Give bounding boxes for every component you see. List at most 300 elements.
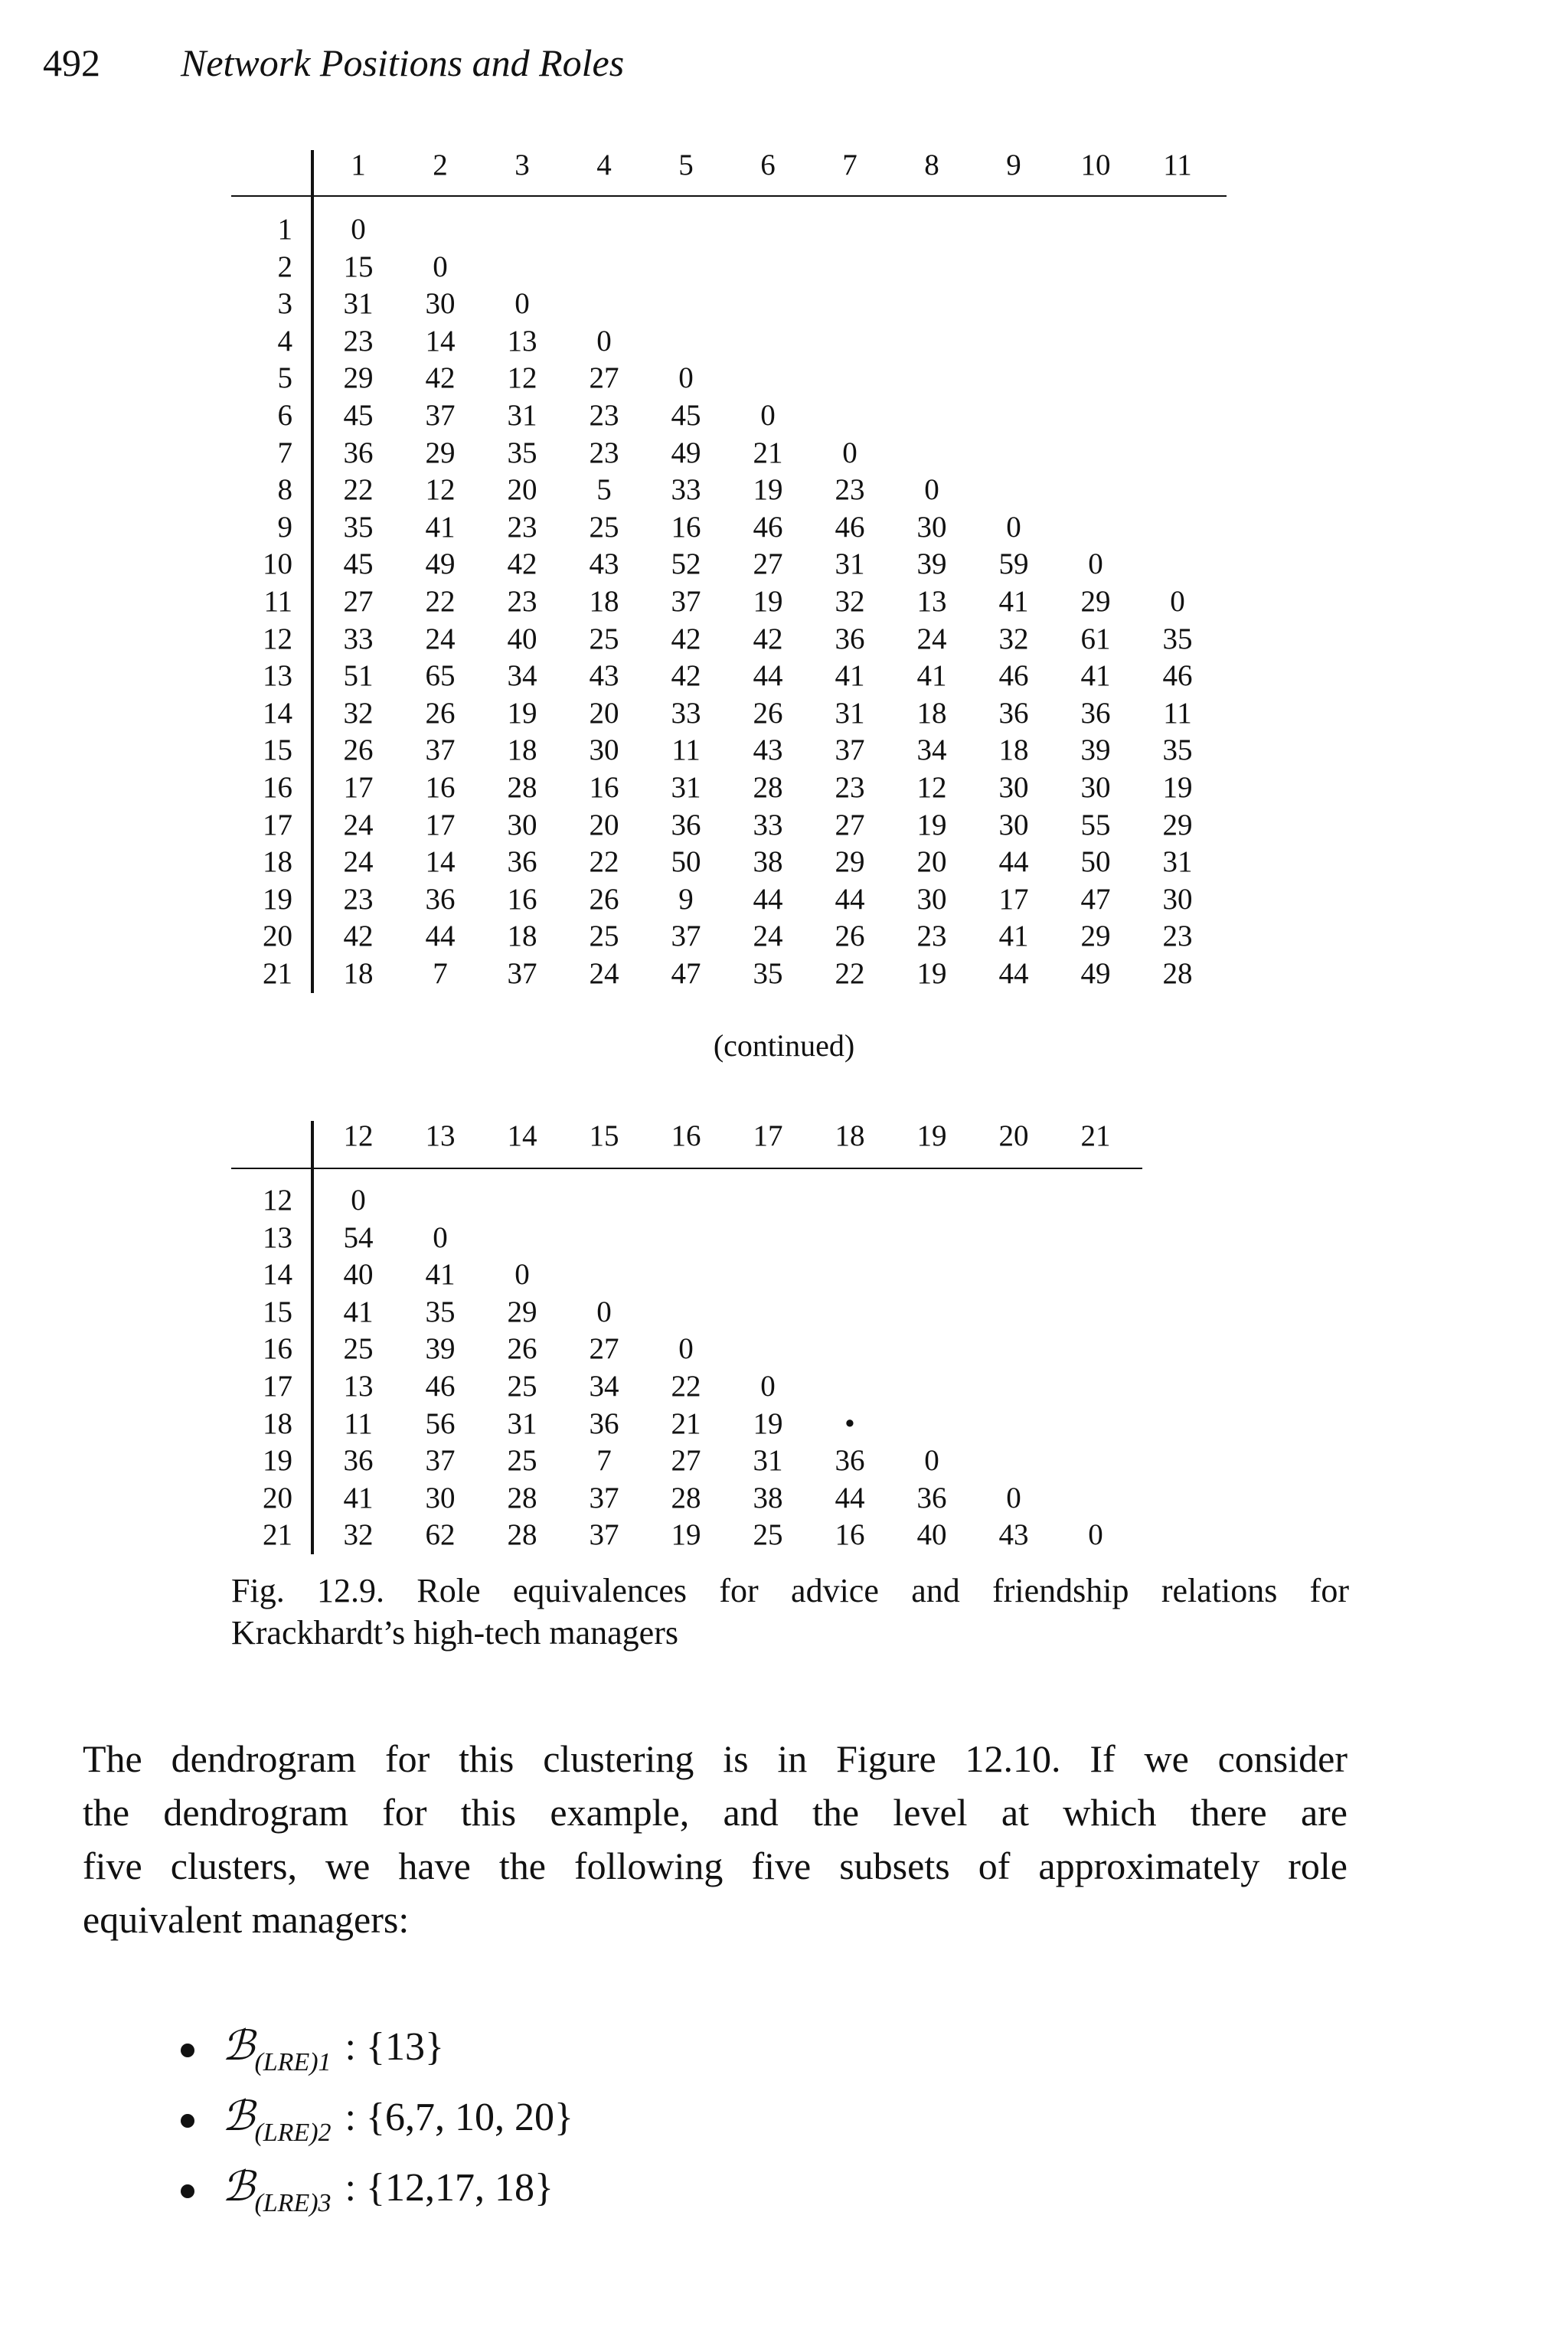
matrix-cell: 34 [507, 659, 537, 693]
row-label: 19 [263, 882, 292, 916]
matrix-cell: 0 [924, 473, 939, 507]
row-label: 13 [263, 659, 292, 693]
row-label: 5 [277, 361, 292, 395]
column-header: 18 [835, 1119, 865, 1152]
matrix-row [0, 546, 1568, 583]
matrix-row [0, 807, 1568, 844]
cluster-set: : {12,17, 18} [345, 2166, 554, 2210]
matrix-cell: 40 [343, 1258, 374, 1292]
matrix-cell: 18 [998, 733, 1029, 767]
matrix-cell: 65 [425, 659, 456, 693]
matrix-cell: 41 [1080, 659, 1111, 693]
column-header: 7 [842, 149, 858, 181]
matrix-cell: 30 [998, 808, 1029, 841]
matrix-cell: 20 [589, 808, 619, 841]
body-line-2: the dendrogram for this example, and the level at which there are [83, 1791, 1348, 1834]
matrix-cell: 14 [425, 845, 456, 879]
matrix-cell: 29 [835, 845, 865, 879]
column-header: 19 [916, 1119, 947, 1152]
matrix-row [0, 881, 1568, 918]
row-label: 11 [263, 585, 292, 618]
matrix-cell: 36 [835, 622, 865, 655]
matrix-cell: 35 [1162, 733, 1193, 767]
matrix-cell: 26 [507, 1332, 537, 1366]
matrix-cell: 31 [1162, 845, 1193, 879]
matrix-cell: 23 [343, 882, 374, 916]
matrix-cell: 22 [589, 845, 619, 879]
cluster-subscript: (LRE)3 [254, 2189, 332, 2217]
column-header: 16 [671, 1119, 701, 1152]
matrix-cell: 22 [671, 1370, 701, 1403]
matrix-cell: 11 [344, 1407, 373, 1440]
matrix-cell: 46 [835, 510, 865, 544]
matrix-row [0, 695, 1568, 732]
matrix-cell: 29 [507, 1295, 537, 1328]
row-label: 14 [263, 696, 292, 730]
matrix-cell: 0 [596, 1295, 612, 1328]
matrix-cell: 30 [425, 1481, 456, 1514]
matrix-cell: 16 [507, 882, 537, 916]
matrix-cell: 32 [998, 622, 1029, 655]
matrix-cell: 37 [671, 920, 701, 953]
matrix-cell: 22 [835, 957, 865, 990]
column-header: 3 [514, 149, 530, 181]
row-label: 15 [263, 1295, 292, 1328]
matrix-cell: 28 [753, 771, 783, 804]
matrix-cell: 43 [753, 733, 783, 767]
matrix-cell: 37 [425, 733, 456, 767]
matrix-cell: 37 [425, 399, 456, 432]
bullet-icon [181, 2044, 194, 2057]
body-line-4: equivalent managers: [83, 1898, 410, 1941]
matrix-cell: 19 [507, 696, 537, 730]
row-label: 2 [277, 250, 292, 283]
matrix-cell: 29 [1080, 920, 1111, 953]
matrix-cell: 24 [753, 920, 783, 953]
column-header-row [0, 1118, 1568, 1155]
row-label: 18 [263, 1407, 292, 1440]
matrix-cell: 31 [343, 287, 374, 321]
matrix-cell: 37 [589, 1518, 619, 1552]
matrix-cell: 0 [1088, 547, 1103, 581]
matrix-cell: 41 [425, 1258, 456, 1292]
matrix-row [0, 1406, 1568, 1442]
matrix-cell: 35 [507, 436, 537, 469]
matrix-cell: 24 [916, 622, 947, 655]
matrix-cell: 47 [671, 957, 701, 990]
matrix-cell: 23 [507, 585, 537, 618]
matrix-cell: 19 [671, 1518, 701, 1552]
matrix-row [0, 397, 1568, 434]
matrix-cell: 37 [671, 585, 701, 618]
matrix-cell: 30 [589, 733, 619, 767]
matrix-cell: 36 [507, 845, 537, 879]
column-header: 4 [596, 149, 612, 181]
matrix-cell: 36 [589, 1407, 619, 1440]
row-label: 16 [263, 771, 292, 804]
column-header: 5 [678, 149, 694, 181]
matrix-cell: 26 [343, 733, 374, 767]
matrix-cell: 11 [671, 733, 701, 767]
matrix-cell: 17 [998, 882, 1029, 916]
matrix-cell: 18 [589, 585, 619, 618]
matrix-cell: 23 [916, 920, 947, 953]
matrix-cell: 36 [1080, 696, 1111, 730]
matrix-cell: 28 [507, 1481, 537, 1514]
matrix-row [0, 1220, 1568, 1256]
matrix-cell: 26 [753, 696, 783, 730]
matrix-cell: 41 [343, 1295, 374, 1328]
matrix-cell: 23 [589, 399, 619, 432]
cluster-item [181, 2162, 554, 2231]
matrix-row [0, 1331, 1568, 1367]
matrix-cell: 31 [835, 696, 865, 730]
matrix-cell: 19 [753, 585, 783, 618]
cluster-set: : {13} [345, 2025, 444, 2069]
matrix-cell: 16 [835, 1518, 865, 1552]
matrix-cell: 45 [343, 399, 374, 432]
matrix-cell: 0 [1006, 1481, 1021, 1514]
matrix-row [0, 286, 1568, 322]
matrix-row [0, 249, 1568, 286]
matrix-cell: 17 [425, 808, 456, 841]
matrix-cell: 23 [589, 436, 619, 469]
column-header: 10 [1080, 149, 1111, 181]
matrix-cell: 0 [1006, 510, 1021, 544]
matrix-cell: 33 [671, 696, 701, 730]
matrix-cell: 0 [678, 1332, 694, 1366]
matrix-cell: 33 [753, 808, 783, 841]
matrix-row [0, 1294, 1568, 1331]
matrix-cell: 19 [753, 473, 783, 507]
matrix-cell: 35 [753, 957, 783, 990]
matrix-row [0, 1182, 1568, 1219]
matrix-cell: 43 [589, 547, 619, 581]
cluster-set: : {6,7, 10, 20} [345, 2096, 573, 2139]
matrix-cell: 26 [425, 696, 456, 730]
column-header: 2 [433, 149, 448, 181]
matrix-cell: 0 [678, 361, 694, 395]
matrix-row [0, 211, 1568, 248]
matrix-cell: 62 [425, 1518, 456, 1552]
matrix-row [0, 658, 1568, 694]
matrix-cell: 44 [835, 1481, 865, 1514]
matrix-cell: 39 [1080, 733, 1111, 767]
caption-line-1: Fig. 12.9. Role equivalences for advice and friendship relations for [231, 1572, 1349, 1609]
matrix-cell: 25 [507, 1444, 537, 1478]
figure-caption [231, 1570, 1349, 1654]
matrix-cell: 47 [1080, 882, 1111, 916]
matrix-cell: 43 [589, 659, 619, 693]
matrix-cell: 46 [425, 1370, 456, 1403]
matrix-row [0, 1368, 1568, 1405]
matrix-cell: 50 [671, 845, 701, 879]
matrix-cell: 46 [1162, 659, 1193, 693]
cluster-symbol: ℬ [222, 2092, 255, 2140]
matrix-cell: 25 [589, 510, 619, 544]
matrix-cell: 7 [433, 957, 448, 990]
matrix-cell: 31 [507, 1407, 537, 1440]
matrix-cell: 32 [343, 696, 374, 730]
matrix-cell: 16 [671, 510, 701, 544]
matrix-cell: 35 [425, 1295, 456, 1328]
matrix-cell: 41 [425, 510, 456, 544]
matrix-cell: 20 [916, 845, 947, 879]
cluster-subscript: (LRE)2 [254, 2119, 332, 2147]
matrix-cell: 61 [1080, 622, 1111, 655]
matrix-cell: 30 [916, 882, 947, 916]
row-label: 12 [263, 622, 292, 655]
matrix-cell: 20 [507, 473, 537, 507]
matrix-cell: 42 [671, 622, 701, 655]
matrix-cell: 17 [343, 771, 374, 804]
matrix-cell: 42 [425, 361, 456, 395]
matrix-cell: 42 [507, 547, 537, 581]
matrix-cell: 25 [343, 1332, 374, 1366]
matrix-cell: 36 [998, 696, 1029, 730]
matrix-cell: 24 [343, 845, 374, 879]
row-label: 21 [263, 957, 292, 990]
row-label: 10 [263, 547, 292, 581]
matrix-cell: 19 [916, 808, 947, 841]
matrix-cell: 44 [425, 920, 456, 953]
matrix-cell: 38 [753, 1481, 783, 1514]
matrix-cell: 49 [425, 547, 456, 581]
matrix-cell: 37 [425, 1444, 456, 1478]
matrix-cell: 35 [343, 510, 374, 544]
row-label: 8 [277, 473, 292, 507]
matrix-cell: 12 [425, 473, 456, 507]
body-line-1: The dendrogram for this clustering is in Figure 12.10. If we consider [83, 1737, 1348, 1780]
cluster-symbol: ℬ [222, 2162, 255, 2210]
matrix-cell: 0 [433, 1220, 448, 1254]
matrix-cell: 36 [343, 1444, 374, 1478]
matrix-cell: 0 [760, 399, 776, 432]
matrix-cell: 32 [343, 1518, 374, 1552]
matrix-cell: 12 [507, 361, 537, 395]
matrix-cell: 21 [671, 1407, 701, 1440]
row-label: 3 [277, 287, 292, 321]
body-paragraph [83, 1732, 1348, 1946]
matrix-cell: 50 [1080, 845, 1111, 879]
matrix-cell: 29 [425, 436, 456, 469]
body-line-3: five clusters, we have the following five subsets of approximately role [83, 1844, 1348, 1887]
caption-line-2: Krackhardt’s high-tech managers [231, 1614, 678, 1652]
matrix-cell: 23 [835, 473, 865, 507]
matrix-cell: 28 [1162, 957, 1193, 990]
matrix-cell: 42 [671, 659, 701, 693]
matrix-cell: 25 [589, 622, 619, 655]
matrix-cell: 0 [596, 324, 612, 358]
matrix-row [0, 918, 1568, 955]
column-header-row [0, 147, 1568, 184]
matrix-cell: 34 [916, 733, 947, 767]
matrix-cell: 26 [589, 882, 619, 916]
matrix-cell: 45 [671, 399, 701, 432]
matrix-cell: 30 [1080, 771, 1111, 804]
row-label: 9 [277, 510, 292, 544]
continued-label [0, 1028, 1568, 1063]
matrix-cell: 28 [671, 1481, 701, 1514]
matrix-row [0, 323, 1568, 360]
matrix-cell: 41 [998, 920, 1029, 953]
matrix-cell: 18 [507, 920, 537, 953]
matrix-cell: 36 [343, 436, 374, 469]
matrix-cell: 13 [916, 585, 947, 618]
matrix-cell: 52 [671, 547, 701, 581]
matrix-cell: 44 [753, 882, 783, 916]
matrix-cell: 46 [753, 510, 783, 544]
matrix-cell: 30 [507, 808, 537, 841]
matrix-cell: 0 [433, 250, 448, 283]
matrix-cell: 31 [753, 1444, 783, 1478]
matrix-cell: 49 [671, 436, 701, 469]
matrix-cell: 0 [1170, 585, 1185, 618]
matrix-cell: 20 [589, 696, 619, 730]
matrix-cell: 18 [507, 733, 537, 767]
matrix-cell: 55 [1080, 808, 1111, 841]
matrix-cell: 13 [507, 324, 537, 358]
matrix-cell: 24 [343, 808, 374, 841]
row-label: 20 [263, 920, 292, 953]
matrix-cell: 13 [343, 1370, 374, 1403]
row-label: 7 [277, 436, 292, 469]
matrix-cell: 30 [425, 287, 456, 321]
matrix-cell: 40 [507, 622, 537, 655]
row-label: 1 [277, 213, 292, 246]
column-header: 17 [753, 1119, 783, 1152]
row-label: 20 [263, 1481, 292, 1514]
matrix-cell: 0 [514, 287, 530, 321]
matrix-cell: 30 [998, 771, 1029, 804]
cluster-item [181, 2092, 573, 2161]
matrix-cell: 0 [514, 1258, 530, 1292]
matrix-cell: 41 [998, 585, 1029, 618]
column-header: 6 [760, 149, 776, 181]
matrix-cell: 44 [835, 882, 865, 916]
matrix-row [0, 956, 1568, 992]
matrix-cell: 7 [596, 1444, 612, 1478]
matrix-cell: 29 [1162, 808, 1193, 841]
matrix-cell: 0 [351, 213, 366, 246]
matrix-cell: 31 [671, 771, 701, 804]
matrix-cell: 9 [678, 882, 694, 916]
matrix-cell: 31 [507, 399, 537, 432]
matrix-cell: 25 [589, 920, 619, 953]
matrix-cell: 36 [835, 1444, 865, 1478]
bullet-icon [181, 2114, 194, 2128]
matrix-cell: 25 [507, 1370, 537, 1403]
row-label: 16 [263, 1332, 292, 1366]
matrix-row [0, 509, 1568, 546]
matrix-cell: 21 [753, 436, 783, 469]
matrix-cell: 44 [998, 845, 1029, 879]
column-header: 15 [589, 1119, 619, 1152]
row-label: 6 [277, 399, 292, 432]
matrix-cell: 54 [343, 1220, 374, 1254]
matrix-cell: 37 [507, 957, 537, 990]
matrix-row [0, 1480, 1568, 1517]
matrix-cell: 19 [916, 957, 947, 990]
matrix-cell: 18 [343, 957, 374, 990]
row-label: 17 [263, 808, 292, 841]
matrix-cell: 23 [1162, 920, 1193, 953]
cluster-symbol: ℬ [222, 2021, 255, 2070]
matrix-row [0, 732, 1568, 769]
matrix-cell: 28 [507, 1518, 537, 1552]
matrix-cell: 24 [589, 957, 619, 990]
matrix-cell: 23 [835, 771, 865, 804]
matrix-cell: 16 [425, 771, 456, 804]
matrix-cell: 33 [343, 622, 374, 655]
column-header: 8 [924, 149, 939, 181]
matrix-cell: 0 [842, 436, 858, 469]
matrix-row [0, 844, 1568, 880]
matrix-cell: 27 [753, 547, 783, 581]
matrix-cell: 0 [1088, 1518, 1103, 1552]
matrix-cell: 0 [924, 1444, 939, 1478]
matrix-cell: 30 [1162, 882, 1193, 916]
matrix-cell: 28 [507, 771, 537, 804]
matrix-cell: 43 [998, 1518, 1029, 1552]
matrix-cell: 33 [671, 473, 701, 507]
matrix-cell: 44 [998, 957, 1029, 990]
matrix-cell: 11 [1163, 696, 1192, 730]
matrix-cell: • [844, 1407, 855, 1440]
matrix-cell: 18 [916, 696, 947, 730]
row-label: 18 [263, 845, 292, 879]
header-rule [231, 1168, 1142, 1169]
matrix-cell: 0 [351, 1184, 366, 1217]
matrix-cell: 36 [916, 1481, 947, 1514]
matrix-cell: 14 [425, 324, 456, 358]
column-header: 12 [343, 1119, 374, 1152]
column-header: 14 [507, 1119, 537, 1152]
matrix-cell: 51 [343, 659, 374, 693]
matrix-cell: 37 [589, 1481, 619, 1514]
row-label: 15 [263, 733, 292, 767]
column-header: 21 [1080, 1119, 1111, 1152]
matrix-cell: 41 [343, 1481, 374, 1514]
matrix-cell: 40 [916, 1518, 947, 1552]
row-label: 21 [263, 1518, 292, 1552]
matrix-cell: 19 [753, 1407, 783, 1440]
running-title: Network Positions and Roles [181, 41, 625, 84]
matrix-cell: 32 [835, 585, 865, 618]
matrix-cell: 30 [916, 510, 947, 544]
matrix-cell: 23 [343, 324, 374, 358]
matrix-cell: 24 [425, 622, 456, 655]
matrix-cell: 35 [1162, 622, 1193, 655]
matrix-row [0, 1442, 1568, 1479]
row-label: 12 [263, 1184, 292, 1217]
matrix-cell: 23 [507, 510, 537, 544]
cluster-subscript: (LRE)1 [254, 2048, 332, 2076]
row-label: 17 [263, 1370, 292, 1403]
matrix-cell: 46 [998, 659, 1029, 693]
matrix-cell: 27 [589, 361, 619, 395]
matrix-row [0, 621, 1568, 658]
column-header: 11 [1163, 149, 1192, 181]
matrix-row [0, 1256, 1568, 1293]
matrix-row [0, 583, 1568, 620]
matrix-cell: 27 [835, 808, 865, 841]
matrix-cell: 44 [753, 659, 783, 693]
matrix-cell: 29 [343, 361, 374, 395]
matrix-cell: 15 [343, 250, 374, 283]
matrix-cell: 27 [589, 1332, 619, 1366]
matrix-cell: 36 [671, 808, 701, 841]
